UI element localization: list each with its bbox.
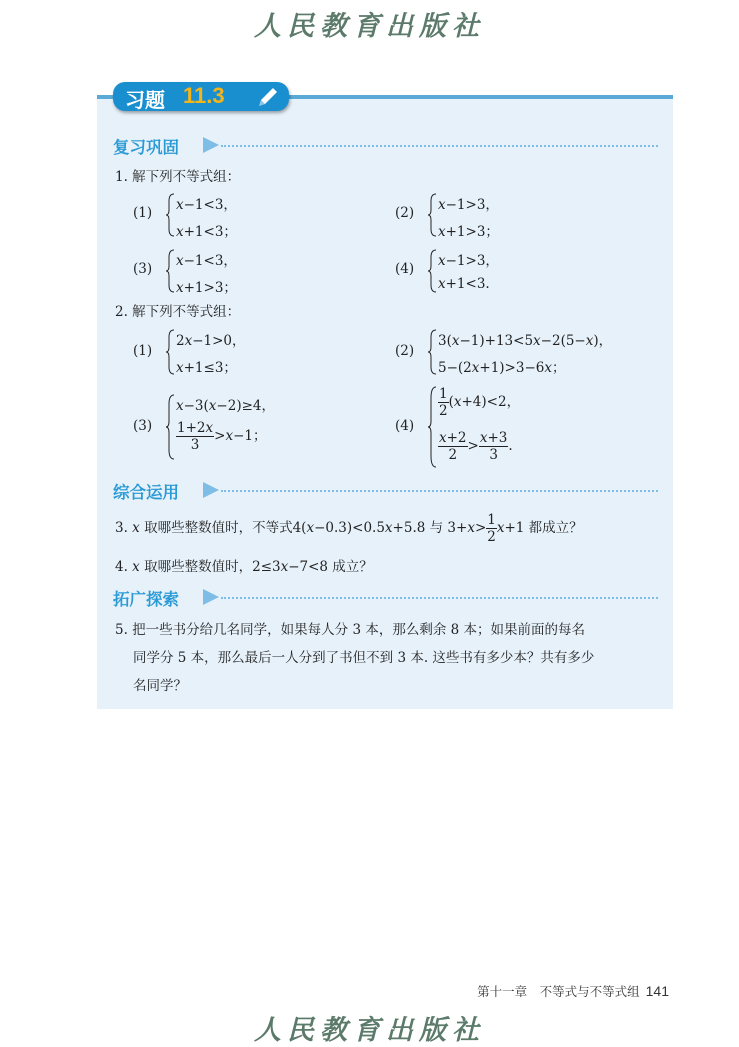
line-2: x+1≤3； <box>176 360 237 376</box>
brace-icon <box>165 394 175 460</box>
line-1: x−1>3， <box>438 253 499 269</box>
section-apply <box>113 479 658 503</box>
numerator: 1+2x <box>177 420 214 436</box>
denominator: 2 <box>448 447 458 463</box>
q5-line-2: 同学分 5 本，那么最后一人分到了书但不到 3 本. 这些书有多少本？共有多少 <box>133 650 595 666</box>
item-label: (4) <box>395 418 415 434</box>
line-1: x−1<3， <box>176 197 237 213</box>
triangle-icon <box>203 482 219 498</box>
triangle-icon <box>203 589 219 605</box>
denominator: 2 <box>439 403 448 419</box>
numerator: 1 <box>487 512 496 528</box>
section-explore <box>113 586 658 610</box>
q3-text-b: x+1 都成立？ <box>496 520 583 536</box>
line-1: x−3(x−2)≥4， <box>176 398 275 414</box>
brace-icon <box>427 249 437 293</box>
item-label: (1) <box>133 205 153 221</box>
denominator: 3 <box>190 437 200 453</box>
section-title: 拓广探索 <box>113 590 179 609</box>
q3 <box>115 511 583 545</box>
badge-number: 11.3 <box>183 83 225 108</box>
brace-icon <box>165 329 175 375</box>
line-1 <box>438 386 520 419</box>
chapter-title: 第十一章 不等式与不等式组 <box>477 984 640 999</box>
inequality-rest: (x+4)<2， <box>448 394 521 410</box>
item-label: (3) <box>133 261 153 277</box>
item-label: (2) <box>395 343 415 359</box>
q4: 4. x 取哪些整数值时，2≤3x−7<8 成立？ <box>115 559 373 575</box>
line-1: 2x−1>0， <box>176 333 246 349</box>
item-label: (2) <box>395 205 415 221</box>
q1-stem: 1. 解下列不等式组： <box>115 169 241 185</box>
period: . <box>508 438 513 454</box>
line-2: x+1>3； <box>438 224 499 240</box>
inequality-rest: >x−1； <box>214 428 267 444</box>
section-review <box>113 134 658 158</box>
exercise-badge <box>113 82 289 111</box>
line-2: x+1>3； <box>176 280 237 296</box>
badge-label: 习题 <box>125 88 165 112</box>
numerator: x+3 <box>479 430 508 446</box>
section-title: 复习巩固 <box>113 138 179 157</box>
q3-text-a: 3. x 取哪些整数值时，不等式4(x−0.3)<0.5x+5.8 与 3+x> <box>115 520 487 536</box>
greater-than: > <box>467 438 479 454</box>
brace-icon <box>165 249 175 293</box>
publisher-watermark-bottom: 人民教育出版社 <box>254 1015 485 1046</box>
fraction <box>438 430 468 463</box>
brace-icon <box>427 386 437 468</box>
fraction <box>486 512 497 545</box>
line-1: 3(x−1)+13<5x−2(5−x)， <box>438 333 613 349</box>
dotted-divider <box>221 597 658 599</box>
fraction <box>438 386 449 419</box>
line-1: x−1>3， <box>438 197 499 213</box>
numerator: x+2 <box>439 430 467 446</box>
brace-icon <box>165 193 175 237</box>
item-label: (4) <box>395 261 415 277</box>
q2-stem: 2. 解下列不等式组： <box>115 304 241 320</box>
dotted-divider <box>221 490 658 492</box>
fraction <box>479 430 509 463</box>
line-2: 5−(2x+1)>3−6x； <box>438 360 566 376</box>
page-footer <box>477 982 669 1000</box>
denominator: 3 <box>489 447 498 463</box>
pencil-icon <box>256 86 280 108</box>
brace-icon <box>427 193 437 237</box>
triangle-icon <box>203 137 219 153</box>
q5-line-3: 名同学？ <box>133 678 187 694</box>
fraction <box>176 420 214 453</box>
publisher-watermark-top: 人民教育出版社 <box>254 11 485 42</box>
line-2: x+1<3； <box>176 224 237 240</box>
brace-icon <box>427 329 437 375</box>
line-1: x−1<3， <box>176 253 237 269</box>
dotted-divider <box>221 145 658 147</box>
item-label: (1) <box>133 343 153 359</box>
line-2 <box>438 430 513 463</box>
item-label: (3) <box>133 418 153 434</box>
denominator: 2 <box>487 529 496 545</box>
page-number: 141 <box>645 983 669 999</box>
section-title: 综合运用 <box>113 483 179 502</box>
numerator: 1 <box>439 386 448 402</box>
line-2 <box>176 420 266 453</box>
q5-line-1: 5. 把一些书分给几名同学，如果每人分 3 本，那么剩余 8 本；如果前面的每名 <box>115 622 586 638</box>
line-2: x+1<3. <box>438 276 490 292</box>
